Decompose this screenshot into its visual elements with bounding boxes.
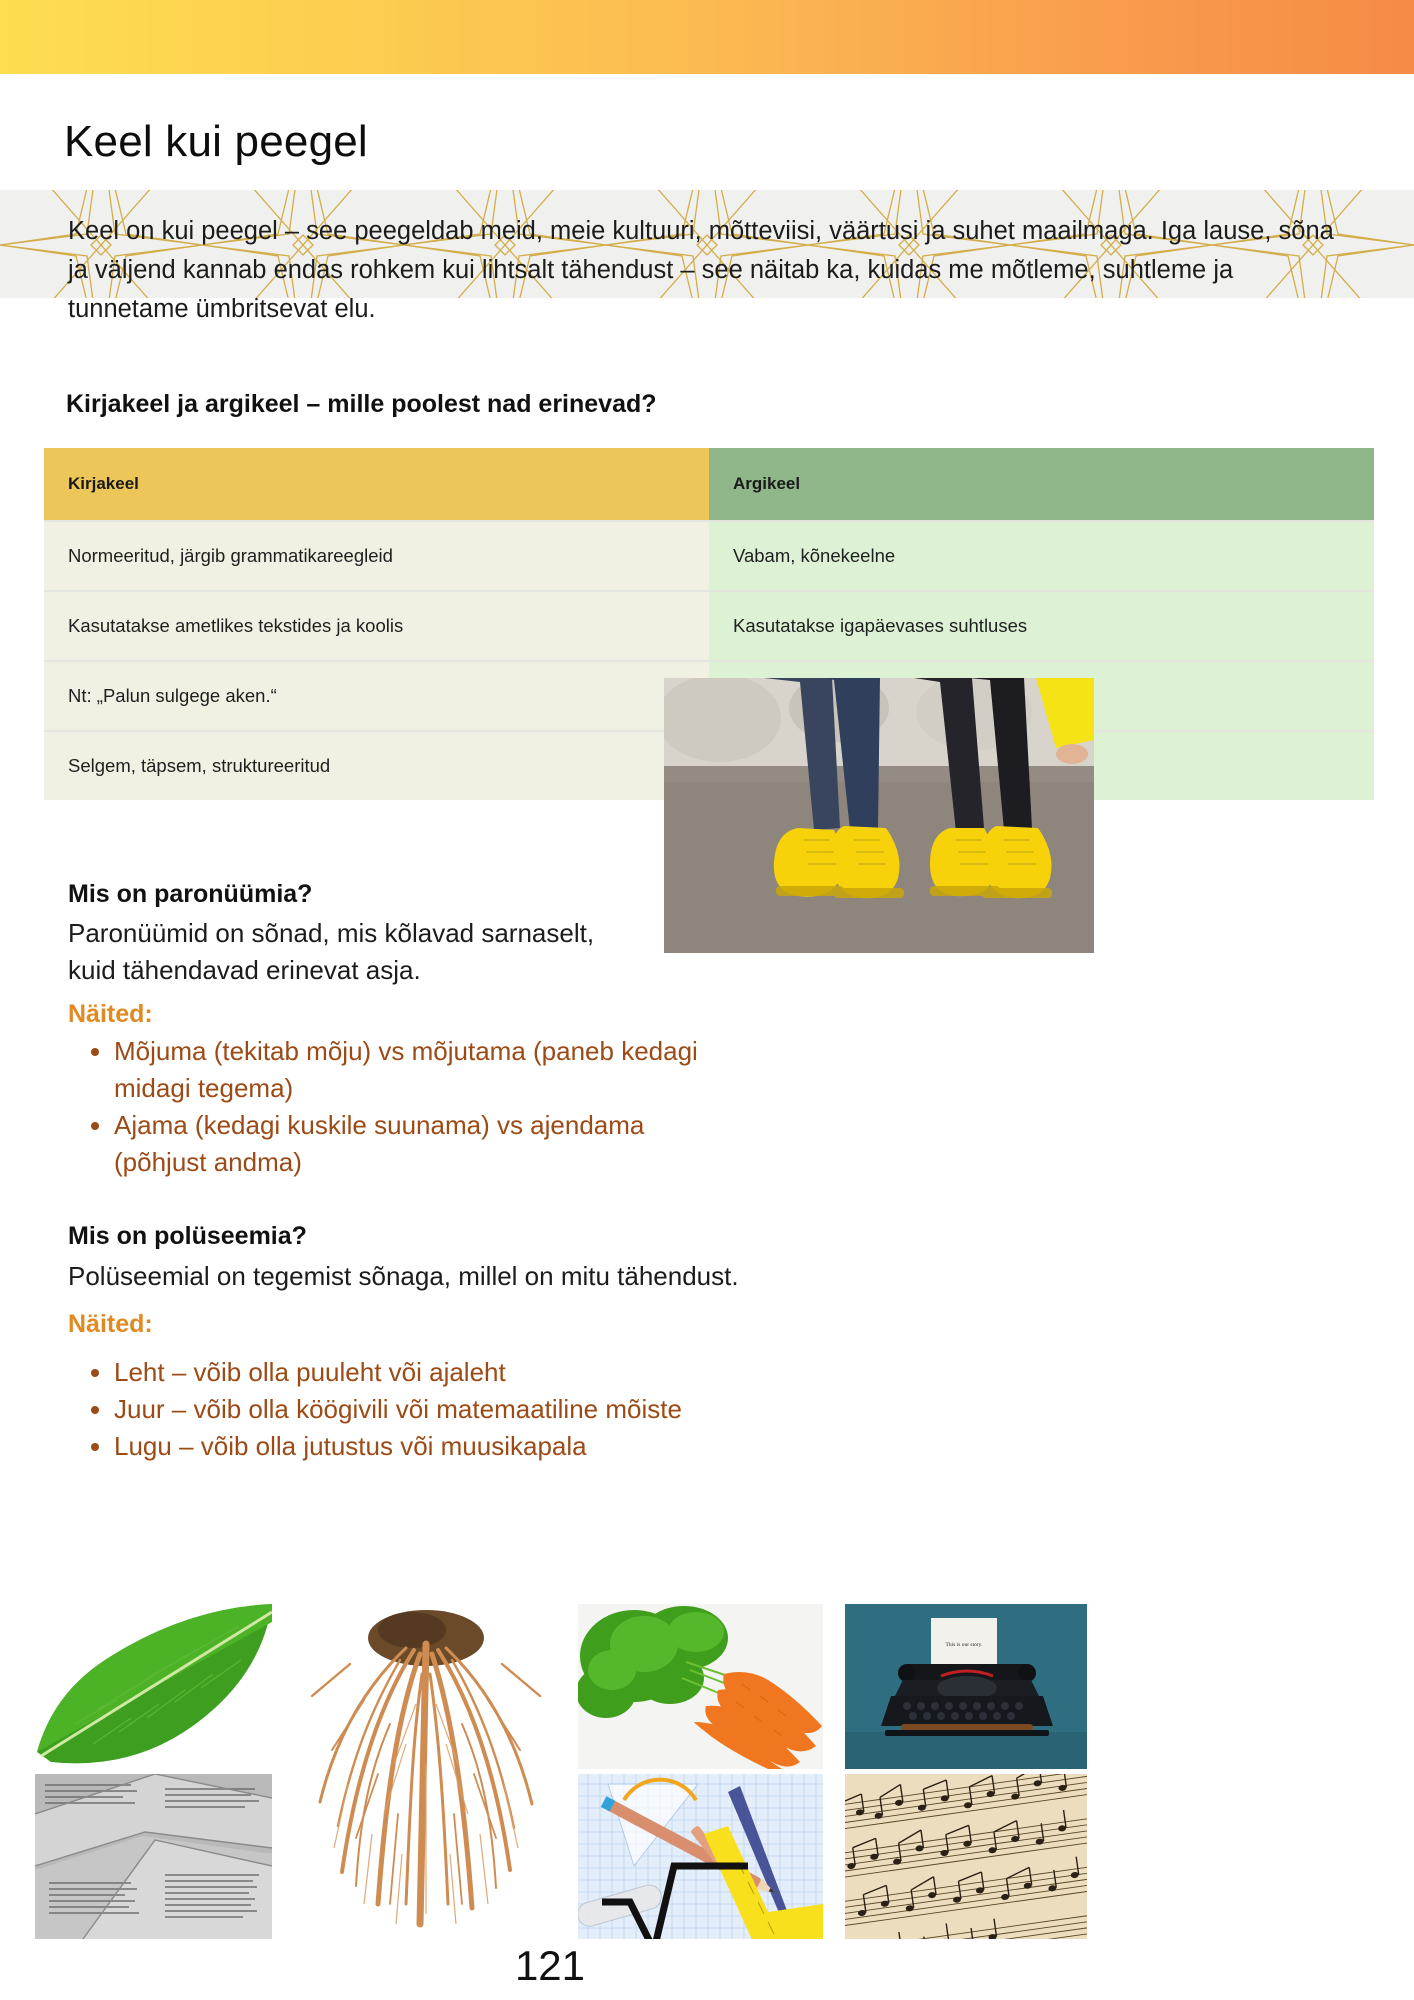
leaf-photo (35, 1604, 272, 1769)
newspaper-photo-graphic (35, 1774, 272, 1939)
table-cell-kirjakeel: Kasutatakse ametlikes tekstides ja koolis (44, 591, 709, 661)
page-number: 121 (514, 1942, 586, 1989)
intro-paragraph: Keel on kui peegel – see peegeldab meid, meie kultuuri, mõtteviisi, väärtusi ja suhet maailmaga. Iga lause, sõna ja väljend kannab endas rohkem kui lihtsalt tähendust – see näitab ka, kuidas me mõtleme, suhtleme ja tunnetame ümbritsevat elu. (68, 217, 1334, 323)
table-cell-kirjakeel: Normeeritud, järgib grammatikareegleid (44, 521, 709, 591)
table-header-row (44, 448, 1374, 521)
sheetmusic-photo (845, 1774, 1087, 1939)
polysemy-examples-list (68, 1354, 1014, 1465)
polysemy-examples-label: Näited: (68, 1310, 153, 1338)
sheetmusic-photo-graphic (845, 1774, 1087, 1939)
header-gradient-band (0, 0, 1414, 74)
typewriter-photo-graphic (845, 1604, 1087, 1769)
boots-photo-graphic (664, 678, 1094, 953)
paronymy-examples-label: Näited: (68, 1000, 153, 1028)
list-item: • Mõjuma (tekitab mõju) vs mõjutama (paneb kedagi midagi tegema) (114, 1033, 714, 1107)
paronymy-body-text: Paronüümid on sõnad, mis kõlavad sarnaselt, kuid tähendavad erinevat asja. (68, 918, 595, 985)
root-photo (294, 1604, 558, 1939)
newspaper-photo (35, 1774, 272, 1939)
polysemy-body-text: Polüseemial on tegemist sõnaga, millel on mitu tähendust. (68, 1261, 739, 1291)
paronymy-examples-list (68, 1033, 714, 1181)
polysemy-heading: Mis on polüseemia? (68, 1222, 307, 1250)
list-item: • Ajama (kedagi kuskile suunama) vs ajendama (põhjust andma) (114, 1107, 714, 1181)
svg-text:This is our story.: This is our story. (945, 1642, 983, 1648)
list-item: • Juur – võib olla köögivili või matemaatiline mõiste (114, 1391, 1014, 1428)
table-cell-argikeel: Kasutatakse igapäevases suhtluses (709, 591, 1374, 661)
comparison-table-heading: Kirjakeel ja argikeel – mille poolest nad erinevad? (66, 390, 657, 418)
table-row (44, 591, 1374, 661)
carrots-photo (578, 1604, 823, 1769)
column-header-kirjakeel: Kirjakeel (44, 448, 709, 521)
list-item: • Lugu – võib olla jutustus või muusikapala (114, 1428, 1014, 1465)
table-row (44, 521, 1374, 591)
column-header-argikeel: Argikeel (709, 448, 1374, 521)
math-photo-graphic (578, 1774, 823, 1939)
table-cell-kirjakeel: Selgem, täpsem, struktureeritud (44, 731, 709, 800)
carrots-photo-graphic (578, 1604, 823, 1769)
math-photo (578, 1774, 823, 1939)
root-photo-graphic (294, 1604, 558, 1939)
boots-photo (664, 678, 1094, 953)
table-cell-kirjakeel: Nt: „Palun sulgege aken.“ (44, 661, 709, 731)
table-cell-argikeel: Vabam, kõnekeelne (709, 521, 1374, 591)
leaf-photo-graphic (35, 1604, 272, 1769)
paronymy-heading: Mis on paronüümia? (68, 880, 313, 908)
list-item: • Leht – võib olla puuleht või ajaleht (114, 1354, 1014, 1391)
typewriter-photo (845, 1604, 1087, 1769)
page-title: Keel kui peegel (64, 117, 368, 166)
